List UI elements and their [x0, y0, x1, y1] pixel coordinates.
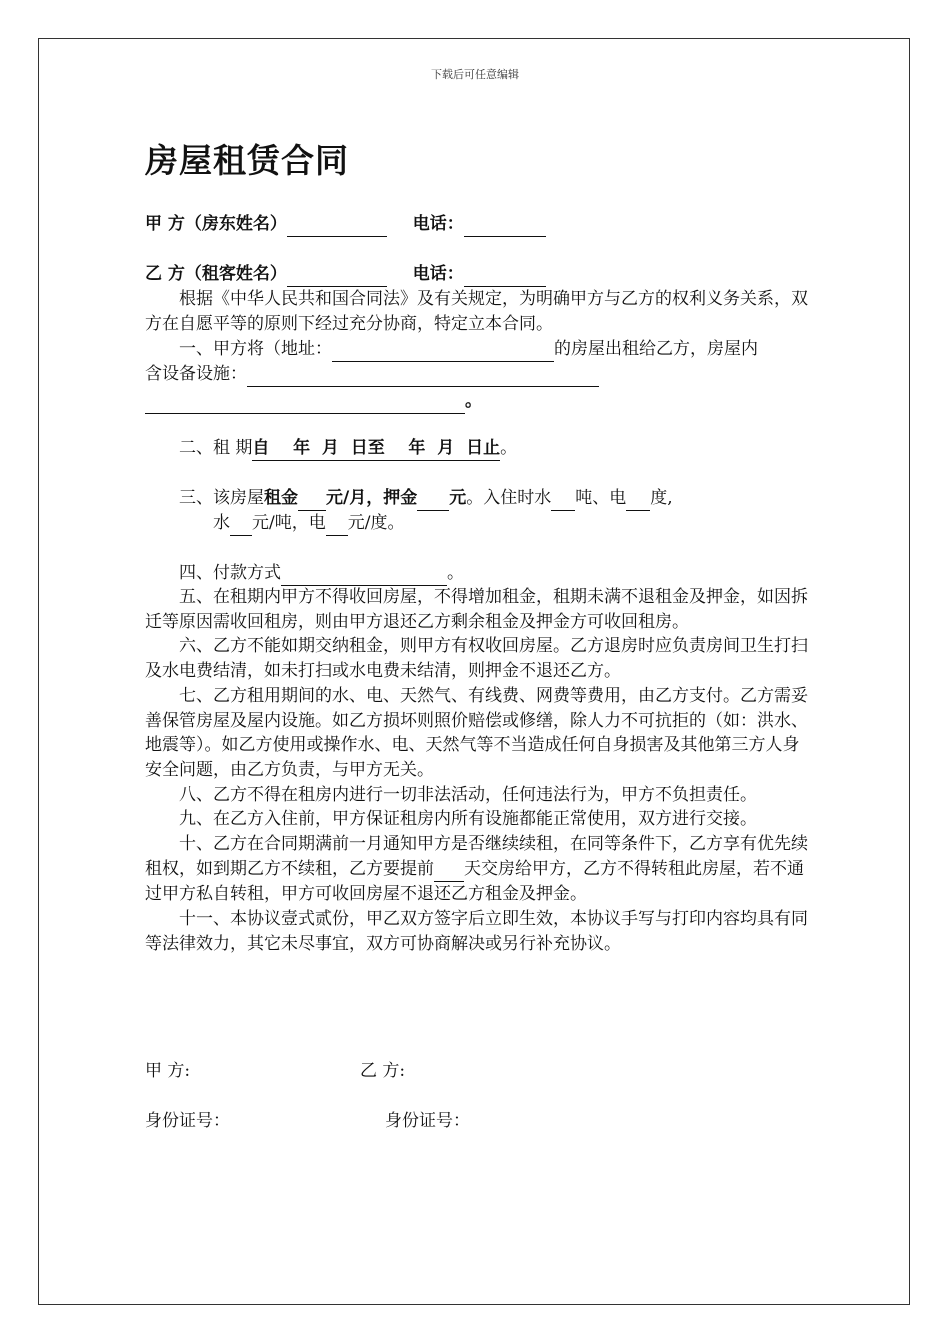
- party-a-line: [145, 212, 546, 237]
- clause-6: 六、乙方不能如期交纳租金，则甲方有权收回房屋。乙方退房时应负责房间卫生打扫及水电费结清，如未打扫或水电费未结清，则押金不退还乙方。: [145, 636, 808, 682]
- party-b-phone-blank[interactable]: [464, 262, 546, 287]
- clause-4-prefix: 四、付款方式: [179, 563, 281, 583]
- id-number-party-a: 身份证号：: [145, 1111, 230, 1131]
- water-price-label: 水: [213, 513, 230, 533]
- electric-reading-blank[interactable]: [626, 486, 650, 511]
- clause-11: 十一、本协议壹式贰份，甲乙双方签字后立即生效，本协议手写与打印内容均具有同等法律效力，其它未尽事宜，双方可协商解决或另行补充协议。: [145, 909, 808, 954]
- clause-1-line-2: [145, 362, 599, 387]
- move-in-water-label: 。入住时水: [466, 488, 552, 508]
- party-a-label: 甲 方（房东姓名）: [145, 214, 287, 234]
- facilities-blank-2[interactable]: [145, 389, 465, 414]
- party-b-label: 乙 方（租客姓名）: [145, 264, 287, 284]
- clause-10-part-b: 天交房给甲方，乙方不得转租此房屋，若不通过甲方私自转租，甲方可收回房屋不退还乙方租金及押金。: [145, 858, 804, 905]
- clause-1-line-3: [145, 389, 482, 414]
- electric-price-unit: 元/度。: [347, 513, 405, 533]
- clause-3-prefix: 三、该房屋: [179, 488, 264, 508]
- facilities-blank[interactable]: [247, 362, 599, 387]
- clauses-block: [145, 585, 815, 957]
- signature-party-a: 甲 方:: [145, 1061, 191, 1081]
- electric-price-blank[interactable]: [326, 511, 348, 536]
- clause-9: 九、在乙方入住前，甲方保证租房内所有设施都能正常使用，双方进行交接。: [179, 809, 757, 830]
- clause-7: 七、乙方租用期间的水、电、天然气、有线费、网费等费用，由乙方支付。乙方需妥善保管房屋及屋内设施。如乙方损坏则照价赔偿或修缮，除人力不可抗拒的（如：洪水、地震等）。如乙方使用或操作水、电、天然气等不当造成任何自身损害及其他第三方人身安全问题，由乙方负责，与甲方无关。: [145, 685, 808, 780]
- clause-3-line-1: [179, 486, 673, 511]
- deposit-unit: 元: [449, 488, 467, 508]
- clause-1-line-1: [179, 337, 758, 362]
- clause-10-part-a: 十、乙方在合同期满前一月通知甲方是否继续续租，在同等条件下，乙方享有优先续租权，如到期乙方不续租，乙方要提前: [145, 834, 808, 879]
- party-b-name-blank[interactable]: [287, 262, 387, 287]
- party-b-line: [145, 262, 546, 287]
- party-b-phone-label: 电话：: [412, 264, 464, 284]
- clause-1-suffix: 的房屋出租给乙方，房屋内: [554, 339, 758, 359]
- clause-1-prefix: 一、甲方将（地址：: [179, 339, 332, 359]
- clause-2: [179, 436, 517, 461]
- clause-4-end: 。: [447, 563, 464, 583]
- intro-paragraph: 根据《中华人民共和国合同法》及有关规定，为明确甲方与乙方的权利义务关系，双方在自愿平等的原则下经过充分协商，特定立本合同。: [145, 289, 808, 334]
- clause-10: [145, 832, 815, 907]
- party-a-phone-blank[interactable]: [464, 212, 546, 237]
- clause-1-end: 。: [465, 391, 482, 411]
- address-blank[interactable]: [332, 337, 554, 362]
- payment-method-blank[interactable]: [281, 561, 447, 586]
- party-a-name-blank[interactable]: [287, 212, 387, 237]
- water-reading-blank[interactable]: [551, 486, 575, 511]
- water-price-unit: 元/吨，电: [252, 513, 326, 533]
- intro-block: [145, 287, 815, 336]
- rent-label: 租金: [264, 488, 298, 508]
- clause-5: 五、在租期内甲方不得收回房屋，不得增加租金，租期未满不退租金及押金，如因拆迁等原因需收回租房，则由甲方退还乙方剩余租金及押金方可收回租房。: [145, 587, 808, 632]
- lease-term[interactable]: 自 年 月 日至 年 月 日止: [252, 436, 500, 461]
- clause-4: [179, 561, 464, 586]
- rent-unit: 元/月，: [326, 488, 384, 508]
- signature-party-b: 乙 方:: [360, 1061, 406, 1081]
- deposit-blank[interactable]: [417, 486, 449, 511]
- party-a-phone-label: 电话：: [412, 214, 464, 234]
- clause-3-line-2: [213, 511, 404, 536]
- id-number-party-b: 身份证号：: [385, 1111, 470, 1131]
- clause-2-prefix: 二、租 期: [179, 438, 253, 458]
- clause-1-facilities-label: 含设备设施：: [145, 364, 247, 384]
- header-note: 下载后可任意编辑: [431, 68, 519, 81]
- electric-unit: 度,: [650, 488, 673, 508]
- document-title: 房屋租赁合同: [145, 141, 349, 180]
- water-unit: 吨、电: [575, 488, 627, 508]
- notice-days-blank[interactable]: [434, 857, 464, 883]
- rent-blank[interactable]: [298, 486, 326, 511]
- clause-8: 八、乙方不得在租房内进行一切非法活动，任何违法行为，甲方不负担责任。: [179, 784, 757, 805]
- water-price-blank[interactable]: [230, 511, 252, 536]
- clause-2-end: 。: [500, 438, 518, 458]
- deposit-label: 押金: [383, 488, 418, 508]
